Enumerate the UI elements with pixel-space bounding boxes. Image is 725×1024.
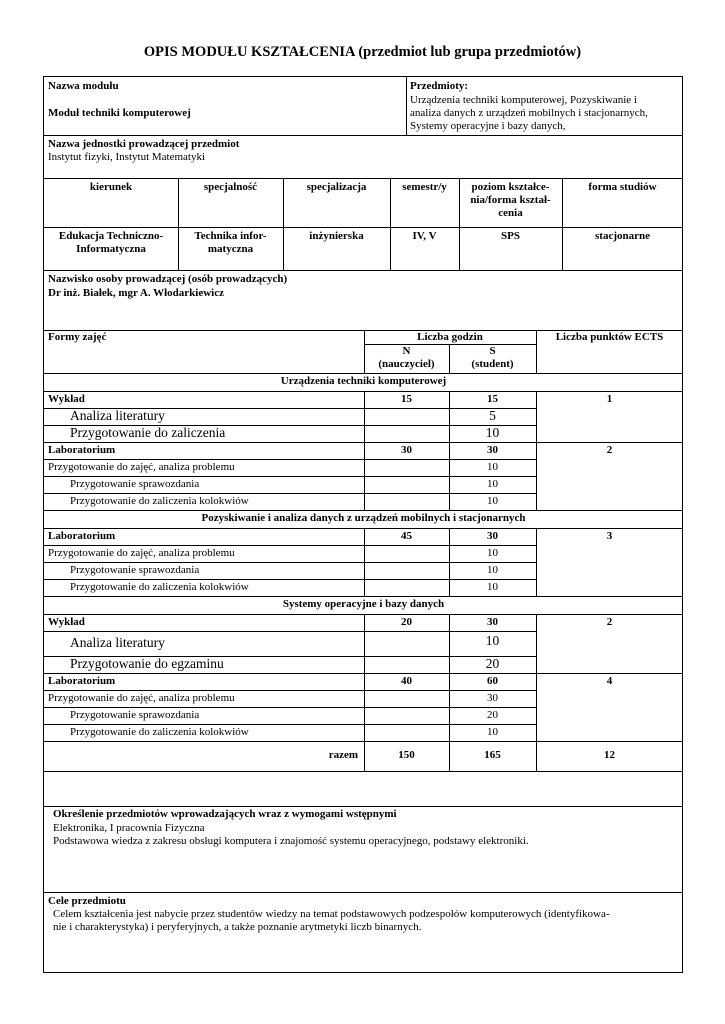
col-rule xyxy=(364,690,365,707)
hours-n-cell: 20 xyxy=(401,616,412,628)
col-rule xyxy=(364,707,365,724)
col-rule xyxy=(449,579,450,596)
row-label: Przygotowanie do zajęć, analiza problemu xyxy=(48,461,235,473)
col-rule xyxy=(449,545,450,562)
col-rule xyxy=(449,690,450,707)
s-label: S (student) xyxy=(471,345,514,370)
col-rule xyxy=(364,476,365,493)
ects-label: Liczba punktów ECTS xyxy=(555,331,664,343)
table-rule xyxy=(44,631,536,632)
total-label: razem xyxy=(328,749,358,761)
row-label: Wykład xyxy=(48,616,85,628)
col-rule xyxy=(536,673,537,690)
study-header: specjalność xyxy=(203,181,258,193)
prereq-line: Elektronika, I pracownia Fizyczna xyxy=(53,822,205,834)
hours-s-cell: 10 xyxy=(485,633,500,648)
ects-cell: 2 xyxy=(606,444,613,456)
n-label: N (nauczyciel) xyxy=(378,345,435,370)
col-rule xyxy=(449,562,450,579)
row-label: Przygotowanie do zaliczenia xyxy=(70,425,226,440)
col-rule xyxy=(536,631,537,656)
study-value: Technika infor- matyczna xyxy=(194,230,267,255)
col-rule xyxy=(449,493,450,510)
table-rule xyxy=(44,493,536,494)
total-ects: 12 xyxy=(604,749,615,761)
ects-cell: 3 xyxy=(606,530,613,542)
table-rule xyxy=(44,270,683,271)
table-rule xyxy=(44,227,683,228)
table-rule xyxy=(44,596,683,597)
section-title: Pozyskiwanie i analiza danych z urządzeń mobilnych i stacjonarnych xyxy=(201,512,526,524)
col-rule xyxy=(364,656,365,673)
table-rule xyxy=(44,579,536,580)
section-title: Urządzenia techniki komputerowej xyxy=(280,375,447,387)
module-name-label: Nazwa modułu xyxy=(48,80,119,92)
col-rule xyxy=(449,442,450,459)
subjects-line: Urządzenia techniki komputerowej, Pozyskiwanie i xyxy=(410,94,637,106)
col-rule xyxy=(364,631,365,656)
row-label: Analiza literatury xyxy=(70,635,165,650)
row-label: Przygotowanie do zajęć, analiza problemu xyxy=(48,692,235,704)
row-label: Przygotowanie do zaliczenia kolokwiów xyxy=(70,495,249,507)
hours-s-cell: 10 xyxy=(487,461,498,473)
col-rule xyxy=(449,673,450,690)
col-rule xyxy=(364,459,365,476)
goals-line: nie i charakterystyka) i peryferyjnych, a także poznanie arytmetyki liczb binarnych. xyxy=(53,921,422,933)
col-rule xyxy=(449,614,450,631)
row-label: Analiza literatury xyxy=(70,408,165,423)
table-rule xyxy=(44,806,683,807)
row-label: Laboratorium xyxy=(48,675,116,687)
row-label: Przygotowanie do zajęć, analiza problemu xyxy=(48,547,235,559)
col-rule xyxy=(536,707,537,724)
col-rule xyxy=(536,391,537,408)
col-rule xyxy=(449,707,450,724)
teachers-value: Dr inż. Białek, mgr A. Włodarkiewicz xyxy=(48,287,224,299)
col-rule xyxy=(449,656,450,673)
col-rule xyxy=(449,408,450,425)
table-rule xyxy=(44,476,536,477)
row-label: Przygotowanie do zaliczenia kolokwiów xyxy=(70,726,249,738)
col-rule xyxy=(449,741,450,771)
hours-s-cell: 5 xyxy=(489,408,496,423)
col-rule xyxy=(536,493,537,510)
hours-s-cell: 60 xyxy=(487,675,498,687)
col-rule xyxy=(364,579,365,596)
total-n: 150 xyxy=(398,749,415,761)
col-rule xyxy=(536,562,537,579)
study-value: IV, V xyxy=(412,230,437,242)
hours-s-cell: 30 xyxy=(487,616,498,628)
col-rule xyxy=(364,442,365,459)
col-rule xyxy=(449,724,450,741)
col-rule xyxy=(364,614,365,631)
col-rule xyxy=(364,724,365,741)
study-header: poziom kształce- nia/forma kształ- cenia xyxy=(470,181,551,219)
prereq-label: Określenie przedmiotów wprowadzających wraz z wymogami wstępnymi xyxy=(53,808,397,820)
table-rule xyxy=(44,892,683,893)
study-value: inżynierska xyxy=(309,230,364,242)
col-rule xyxy=(536,330,537,373)
hours-s-cell: 30 xyxy=(487,444,498,456)
col-rule xyxy=(536,741,537,771)
hours-s-cell: 10 xyxy=(487,564,498,576)
row-label: Wykład xyxy=(48,393,85,405)
row-label: Przygotowanie sprawozdania xyxy=(70,564,200,576)
goals-line: Celem kształcenia jest nabycie przez studentów wiedzy na temat podstawowych podzespołów komputerowych (identyfikowa- xyxy=(53,908,610,920)
unit-label: Nazwa jednostki prowadzącej przedmiot xyxy=(48,138,240,150)
col-rule xyxy=(364,493,365,510)
hours-label: Liczba godzin xyxy=(417,331,483,343)
goals-label: Cele przedmiotu xyxy=(48,895,126,907)
col-rule xyxy=(364,528,365,545)
subjects-line: analiza danych z urządzeń mobilnych i stacjonarnych, xyxy=(410,107,648,119)
col-rule xyxy=(536,614,537,631)
study-value: Edukacja Techniczno- Informatyczna xyxy=(58,230,164,255)
col-rule xyxy=(364,330,365,373)
col-rule xyxy=(536,579,537,596)
forms-label: Formy zajęć xyxy=(48,331,107,343)
col-rule xyxy=(536,724,537,741)
table-rule xyxy=(44,545,536,546)
table-rule xyxy=(44,771,683,772)
study-value: SPS xyxy=(501,230,520,242)
hours-s-cell: 10 xyxy=(485,425,500,440)
col-rule xyxy=(449,459,450,476)
hours-s-cell: 10 xyxy=(487,581,498,593)
row-label: Laboratorium xyxy=(48,444,116,456)
col-rule xyxy=(536,408,537,425)
hours-s-cell: 30 xyxy=(487,530,498,542)
ects-cell: 1 xyxy=(606,393,613,405)
prereq-line: Podstawowa wiedza z zakresu obsługi komputera i znajomość systemu operacyjnego, podstawy elektroniki. xyxy=(53,835,529,847)
table-rule xyxy=(44,178,683,179)
col-rule xyxy=(364,408,365,425)
col-rule xyxy=(449,344,450,373)
table-rule xyxy=(44,459,536,460)
teachers-label: Nazwisko osoby prowadzącej (osób prowadzących) xyxy=(48,273,288,285)
col-rule xyxy=(536,425,537,442)
table-rule xyxy=(44,707,536,708)
row-label: Przygotowanie do egzaminu xyxy=(70,656,224,671)
module-name-value: Moduł techniki komputerowej xyxy=(48,107,191,119)
study-value: stacjonarne xyxy=(595,230,650,242)
hours-n-cell: 15 xyxy=(401,393,412,405)
hours-s-cell: 20 xyxy=(487,709,498,721)
table-rule xyxy=(44,690,536,691)
table-rule xyxy=(44,373,683,374)
study-header: semestr/y xyxy=(402,181,447,193)
col-rule xyxy=(449,391,450,408)
study-header: forma studiów xyxy=(588,181,657,193)
subjects-line: Systemy operacyjne i bazy danych, xyxy=(410,120,566,132)
col-rule xyxy=(364,673,365,690)
col-rule xyxy=(449,476,450,493)
hours-s-cell: 15 xyxy=(487,393,498,405)
table-rule xyxy=(44,562,536,563)
table-rule xyxy=(44,724,536,725)
row-label: Przygotowanie sprawozdania xyxy=(70,478,200,490)
col-rule xyxy=(536,442,537,459)
hours-s-cell: 10 xyxy=(487,547,498,559)
hours-s-cell: 10 xyxy=(487,478,498,490)
table-rule xyxy=(44,135,683,136)
col-rule xyxy=(364,425,365,442)
ects-cell: 2 xyxy=(606,616,613,628)
col-rule xyxy=(364,391,365,408)
col-rule xyxy=(536,656,537,673)
subjects-label: Przedmioty: xyxy=(410,80,469,92)
col-rule xyxy=(449,528,450,545)
col-rule xyxy=(536,545,537,562)
col-rule xyxy=(449,425,450,442)
col-rule xyxy=(536,528,537,545)
col-rule xyxy=(536,459,537,476)
col-rule xyxy=(364,562,365,579)
hours-n-cell: 40 xyxy=(401,675,412,687)
col-rule xyxy=(536,476,537,493)
hours-n-cell: 30 xyxy=(401,444,412,456)
study-header: specjalizacja xyxy=(306,181,367,193)
section-title: Systemy operacyjne i bazy danych xyxy=(282,598,445,610)
hours-s-cell: 10 xyxy=(487,495,498,507)
hours-s-cell: 10 xyxy=(487,726,498,738)
row-label: Przygotowanie sprawozdania xyxy=(70,709,200,721)
row-label: Przygotowanie do zaliczenia kolokwiów xyxy=(70,581,249,593)
hours-s-cell: 30 xyxy=(487,692,498,704)
col-rule xyxy=(449,631,450,656)
col-rule xyxy=(536,690,537,707)
hours-n-cell: 45 xyxy=(401,530,412,542)
col-rule xyxy=(364,545,365,562)
unit-value: Instytut fizyki, Instytut Matematyki xyxy=(48,151,206,163)
table-rule xyxy=(44,510,683,511)
col-rule xyxy=(364,741,365,771)
hours-s-cell: 20 xyxy=(485,656,500,671)
study-header: kierunek xyxy=(89,181,133,193)
ects-cell: 4 xyxy=(606,675,613,687)
total-s: 165 xyxy=(484,749,501,761)
module-divider xyxy=(406,77,407,135)
row-label: Laboratorium xyxy=(48,530,116,542)
document-title: OPIS MODUŁU KSZTAŁCENIA (przedmiot lub grupa przedmiotów) xyxy=(143,44,582,60)
